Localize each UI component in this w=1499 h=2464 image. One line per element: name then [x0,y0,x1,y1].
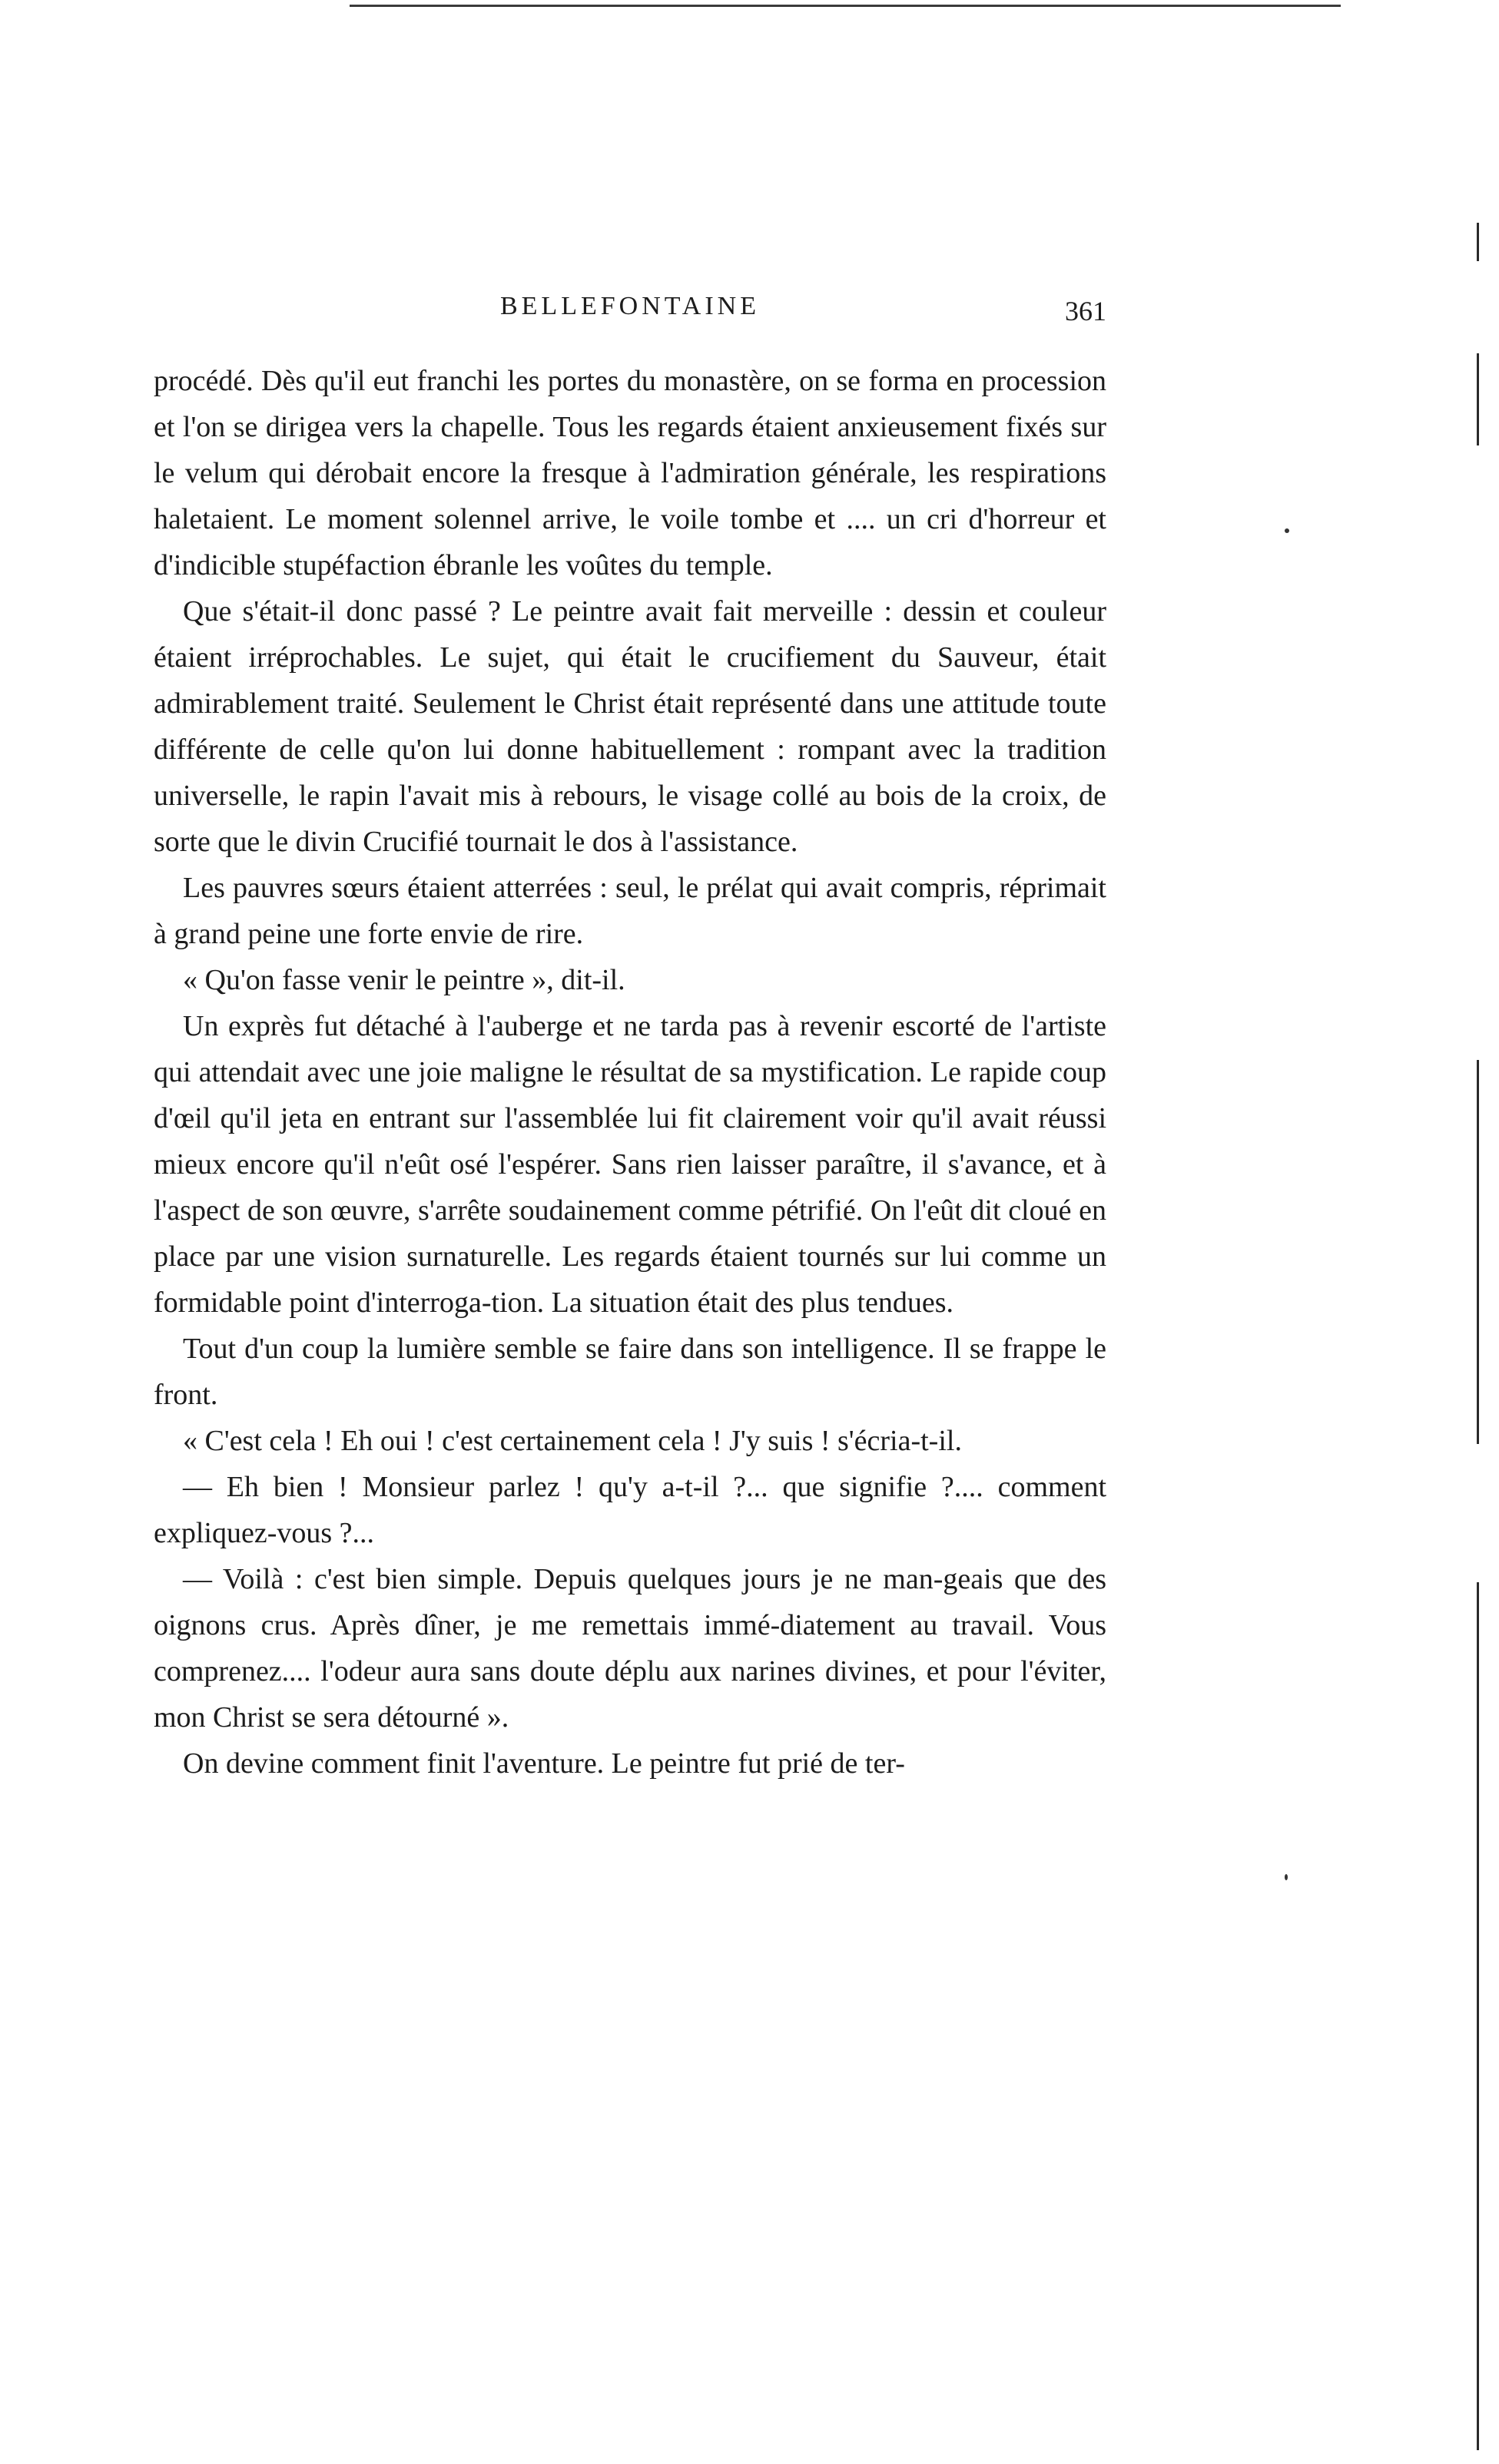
scan-edge-mark [1477,1582,1479,2450]
scan-edge-mark [1477,223,1479,261]
paragraph: Un exprès fut détaché à l'auberge et ne tarda pas à revenir escorté de l'artiste qui attendait avec une joie maligne le résultat de sa mystification. Le rapide coup d'œil qu'il jeta en entrant sur l'assemblée lui fit clairement voir qu'il avait réussi mieux encore qu'il n'eût osé l'espérer. Sans rien laisser paraître, il s'avance, et à l'aspect de son œuvre, s'arrête soudainement comme pétrifié. On l'eût dit cloué en place par une vision surnaturelle. Les regards étaient tournés sur lui comme un formidable point d'interroga-tion. La situation était des plus tendues. [154,1010,1106,1319]
paragraph: Tout d'un coup la lumière semble se faire dans son intelligence. Il se frappe le front. [154,1333,1106,1411]
scan-edge-mark [1477,1060,1479,1444]
paragraph: procédé. Dès qu'il eut franchi les portes du monastère, on se forma en procession et l'on se dirigea vers la chapelle. Tous les regards étaient anxieusement fixés sur le velum qui dérobait encore la fresque à l'admiration générale, les respirations haletaient. Le moment solennel arrive, le voile tombe et .... un cri d'horreur et d'indicible stupéfaction ébranle les voûtes du temple. [154,365,1106,581]
paragraph: Que s'était-il donc passé ? Le peintre avait fait merveille : dessin et couleur étaient irréprochables. Le sujet, qui était le crucifiement du Sauveur, était admirablement traité. Seulement le Christ était représenté dans une attitude toute différente de celle qu'on lui donne habituellement : rompant avec la tradition universelle, le rapin l'avait mis à rebours, le visage collé au bois de la croix, de sorte que le divin Crucifié tournait le dos à l'assistance. [154,595,1106,858]
running-title: BELLEFONTAINE [499,292,760,320]
paragraph: On devine comment finit l'aventure. Le peintre fut prié de ter- [183,1747,905,1780]
scan-edge-mark [1477,353,1479,445]
page-number: 361 [1065,296,1106,326]
top-scan-rule [350,5,1341,7]
scan-speck [1285,528,1289,533]
running-header [154,292,1106,338]
paragraph: « Qu'on fasse venir le peintre », dit-il. [183,964,625,996]
paragraph: — Eh bien ! Monsieur parlez ! qu'y a-t-il ?... que signifie ?.... comment expliquez-vous ?... [154,1471,1106,1549]
book-page [154,292,1106,1787]
paragraph: Les pauvres sœurs étaient atterrées : seul, le prélat qui avait compris, réprimait à grand peine une forte envie de rire. [154,872,1106,950]
paragraph: « C'est cela ! Eh oui ! c'est certainement cela ! J'y suis ! s'écria-t-il. [183,1425,962,1457]
paragraph: — Voilà : c'est bien simple. Depuis quelques jours je ne man-geais que des oignons crus. Après dîner, je me remettais immé-diatement au travail. Vous comprenez.... l'odeur aura sans doute déplu aux narines divines, et pour l'éviter, mon Christ se sera détourné ». [154,1563,1106,1734]
scan-speck [1285,1874,1288,1880]
